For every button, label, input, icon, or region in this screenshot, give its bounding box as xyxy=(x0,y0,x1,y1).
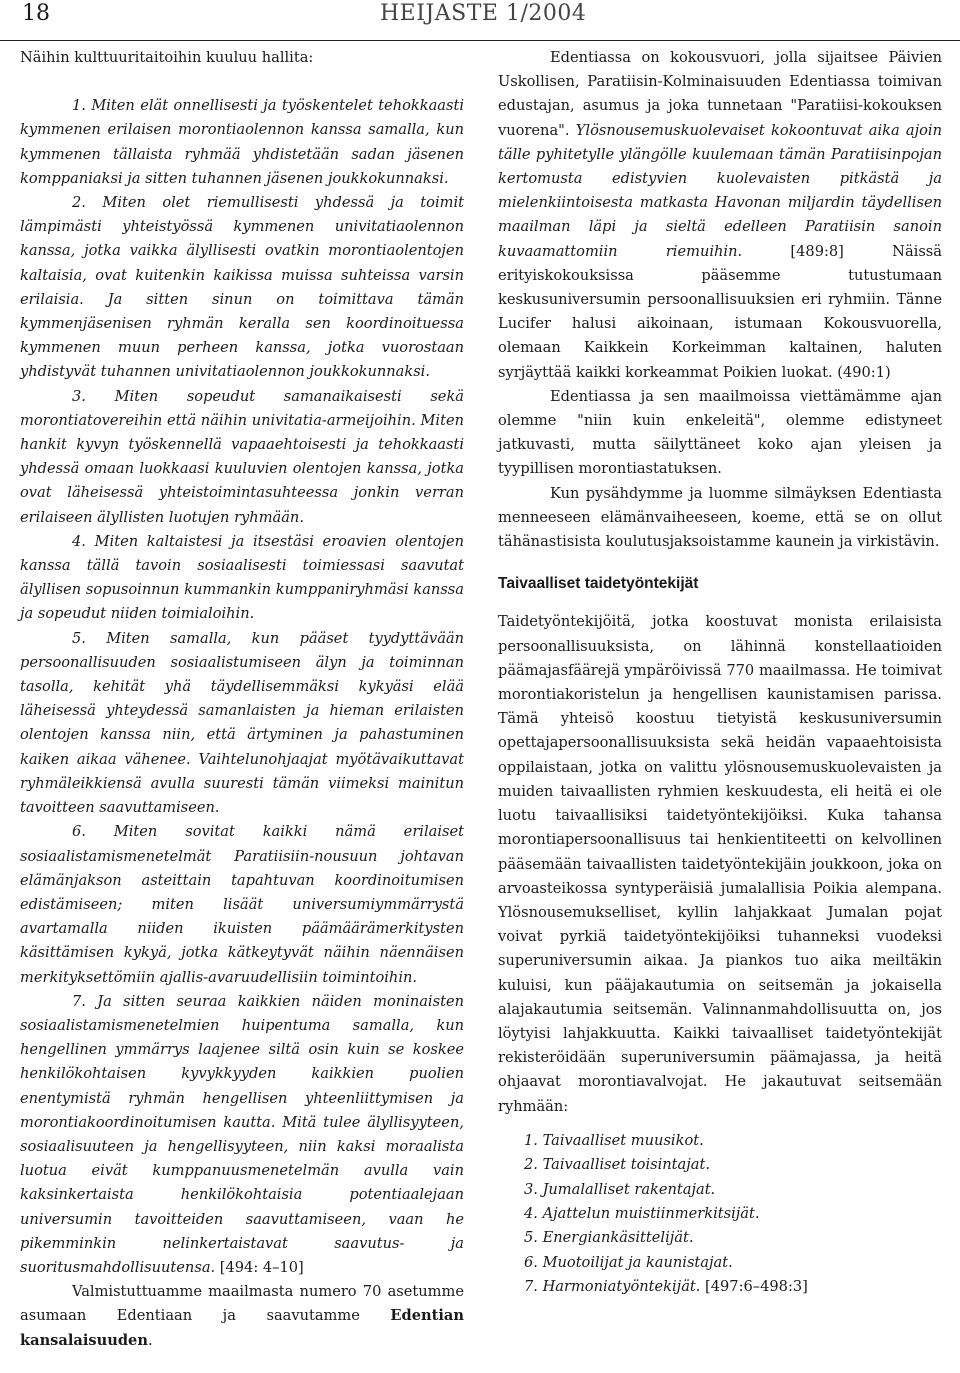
paragraph-italic: Ylösnousemuskuolevaiset kokoontuvat aika ajoin tälle pyhitetylle ylängölle kuulemaan tämän Paratiisinpojan kertomusta edistyvien kuolevaisten pitkästä ja mielenkiintoisesta matkasta Havonan miljardin täydellisen maailman läpi ja sieltä edelleen Paratiisin sanoin kuvaamattomiin riemuihin. xyxy=(498,121,943,260)
closing-bold: Edentian kansalaisuuden xyxy=(20,1307,464,1349)
item-normal: Ja sitten sinun on toimittava tämän kymmenjäsenisen ryhmän keralla sen koordinoituessa kymmenen muun perheen kanssa, jotka vuorostaan yhdistyvät tuhannen univitatiaolennon joukkokunnaksi. xyxy=(20,290,464,381)
intro-text: Näihin kulttuuritaitoihin kuuluu hallita: xyxy=(20,49,314,66)
item-italic: 2. Miten olet riemullisesti yhdessä ja toimit lämpimästi yhteistyössä kymmenen univitatiaolennon kanssa, jotka vaikka älyllisesti ovatkin morontiaolentojen kaltaisia, ovat kuitenkin kaikissa muissa suhteissa varsin erilaisia. xyxy=(20,194,464,308)
list-item xyxy=(20,191,464,385)
list-item: 3. Jumalalliset rakentajat. xyxy=(524,1180,716,1198)
list-item: 4. Ajattelun muistiinmerkitsijät. xyxy=(524,1204,760,1222)
item-italic: 4. Miten kaltaistesi ja itsestäsi eroavien olentojen kanssa tällä tavoin sosiaalisesti toimiessasi saavutat älyllisen sopusoinnun kummankin kumppaniryhmäsi kanssa ja sopeudut niiden toimialoihin. xyxy=(20,532,464,623)
paragraph-text: Edentiassa on kokousvuori, jolla sijaitsee Päivien Uskollisen, Paratiisin-Kolminaisuuden Edentiassa toimivan edustajan, asumus ja joka tunnetaan "Paratiisi-kokouksen vuorena". xyxy=(498,49,942,139)
closing-paragraph xyxy=(20,1280,464,1353)
left-column xyxy=(20,46,464,1353)
list-item: 1. Taivaalliset muusikot. xyxy=(524,1131,704,1149)
list-item xyxy=(20,627,464,821)
page-number: 18 xyxy=(22,1,50,26)
paragraph: Edentiassa ja sen maailmoissa viettämämme ajan olemme "niin kuin enkeleitä", olemme edistyneet jatkuvasti, mutta säilyttäneet koko ajan yleisen ja tyypillisen morontiastatuksen. xyxy=(498,387,942,478)
journal-title: HEIJASTE 1/2004 xyxy=(380,1,587,26)
paragraph xyxy=(498,46,942,385)
list-item: 5. Energiankäsittelijät. xyxy=(524,1229,694,1247)
list-item xyxy=(20,820,464,989)
item-italic: 6. Miten sovitat kaikki nämä erilaiset sosiaalistamismenetelmät Paratiisiin-nousuun johtavan elämänjakson asteittain tapahtuvan koordinoitumisen edistämiseen; miten lisäät universumiymmärrystä avartamalla niiden ikuisten päämäärämerkitysten käsittämisen kykyä, jotka kätkeytyvät näihin näennäisen merkityksettömiin ajallis-avaruudellisiin toimintoihin. xyxy=(20,823,464,986)
item-italic: 1. Miten elät onnellisesti ja työskentelet tehokkaasti kymmenen erilaisen morontiaolennon kanssa samalla, kun kymmenen tällaista ryhmää yhdistetään sadan jäsenen komppaniaksi ja sitten tuhannen jäsenen joukkokunnaksi. xyxy=(20,97,464,187)
closing-end: . xyxy=(147,1331,153,1349)
list-item xyxy=(524,1275,942,1299)
list-item-text: 7. Harmoniatyöntekijät. xyxy=(524,1278,701,1296)
list-item: 6. Muotoilijat ja kaunistajat. xyxy=(524,1253,733,1271)
page-header xyxy=(0,0,960,41)
citation: [494: 4–10] xyxy=(215,1258,304,1276)
item-italic: 3. Miten sopeudut samanaikaisesti sekä morontiatovereihin että näihin univitatia-armeijoihin. xyxy=(20,387,464,429)
right-column xyxy=(498,46,942,1300)
list-item xyxy=(20,990,464,1280)
citation: [497:6–498:3] xyxy=(700,1278,808,1296)
item-normal: Miten hankit kyvyn työskennellä vapaaehtoisesti ja tehokkaasti yhdessä omaan luokkaasi kuuluvien olentojen kanssa, jotka ovat läheisessä yhteistoimintasuhteessa jonkin verran erilaiseen älyllisten luotujen ryhmään. xyxy=(20,411,464,526)
closing-text: Valmistuttuamme maailmasta numero 70 asetumme asumaan Edentiaan ja saavutamme xyxy=(20,1283,464,1325)
paragraph: Taidetyöntekijöitä, jotka koostuvat monista erilaisista persoonallisuuksista, on lähinnä konstellaatioiden päämajasfäärejä ympäröivissä 770 maailmassa. He toimivat morontiakoristelun ja hengellisen kaunistamisen parissa. Tämä yhteisö koostuu tietyistä keskusuniversumin opettajapersoonallisuuksista sekä heidän vapaaehtoisista oppilaistaan, jotka on valittu ylösnousemuskuolevaisten ja muiden taivaallisten ryhmien keskuudesta, eli heitä ei ole luotu taivaallisiksi taidetyöntekijöiksi. Kuka tahansa morontiapersoonallisuus tai henkientiteetti on kelvollinen pääsemään taivaallisten taidetyöntekijäin joukkoon, joka on arvoasteikossa syntyperäisiä jumalallisia Poikia alempana. Ylösnousemukselliset, kyllin lahjakkaat Jumalan pojat voivat pyrkiä taidetyöntekijöiksi tuhanneksi vuodeksi superuniversumin aikaa. Ja piankos tuo aika meiltäkin kuluisi, kun pääjakautumia on seitsemän ja jokaisella alajakautumia seitsemän. Valinnanmahdollisuutta on, jos löytyisi lahjakkuutta. Kaikki taivaalliset taidetyöntekijät rekisteröidään superuniversumin päämajassa, ja heitä ohjaavat morontiavalvojat. He jakautuvat seitsemään ryhmään: xyxy=(498,613,942,1115)
group-list xyxy=(498,1129,942,1300)
item-italic: 5. Miten samalla, kun pääset tyydyttävään persoonallisuuden sosiaalistumiseen älyn ja toiminnan tasolla, kehität yhä täydellisemmäksi kykyäsi elää läheisessä yhteydessä samanlaisten ja hieman erilaisten olentojen kanssa niin, että ärtyminen ja pahastuminen kaiken aikaa vähenee. Vaihtelunohjaajat myötävaikuttavat ryhmäleikkiensä avulla suuresti tämän viimeksi mainitun tavoitteen saavuttamiseen. xyxy=(20,629,464,817)
list-item xyxy=(20,385,464,530)
item-italic: 7. Ja sitten seuraa kaikkien näiden moninaisten sosiaalistamismenetelmien huipentuma samalla, kun hengellinen ymmärrys laajenee siltä osin kuin se koskee henkilökohtaisen kyvykkyyden kaikkien puolien enentymistä ryhmän hengellisen yhteenliittymisen ja morontiakoordinoitumisen kautta. Mitä tulee älyllisyyteen, sosiaalisuuteen ja hengellisyyteen, niin kaksi moraalista luotua eivät kumppanuusmenetelmän avulla vain kaksinkertaista henkilökohtaisia potentiaalejaan universumin tavoitteiden saavuttamiseen, vaan he pikemminkin nelinkertaistavat saavutus- ja suoritusmahdollisuutensa. xyxy=(20,992,464,1276)
paragraph: Kun pysähdymme ja luomme silmäyksen Edentiasta menneeseen elämänvaiheeseen, koeme, että se on ollut tähänastisista koulutusjaksoistamme kaunein ja virkistävin. xyxy=(498,484,942,551)
citation: [489:8] Näissä erityiskokouksissa pääsemme tutustumaan keskusuniversumin persoonallisuuksien eri ryhmiin. Tänne Lucifer halusi aikoinaan, istumaan Kokousvuorella, olemaan Kaikkein Korkeimman kaltainen, haluten syrjäyttää kaikki korkeammat Poikien luokat. (490:1) xyxy=(498,242,942,381)
list-item xyxy=(20,94,464,191)
list-item xyxy=(20,530,464,627)
list-item: 2. Taivaalliset toisintajat. xyxy=(524,1156,710,1174)
section-heading: Taivaalliset taidetyöntekijät xyxy=(498,575,699,593)
